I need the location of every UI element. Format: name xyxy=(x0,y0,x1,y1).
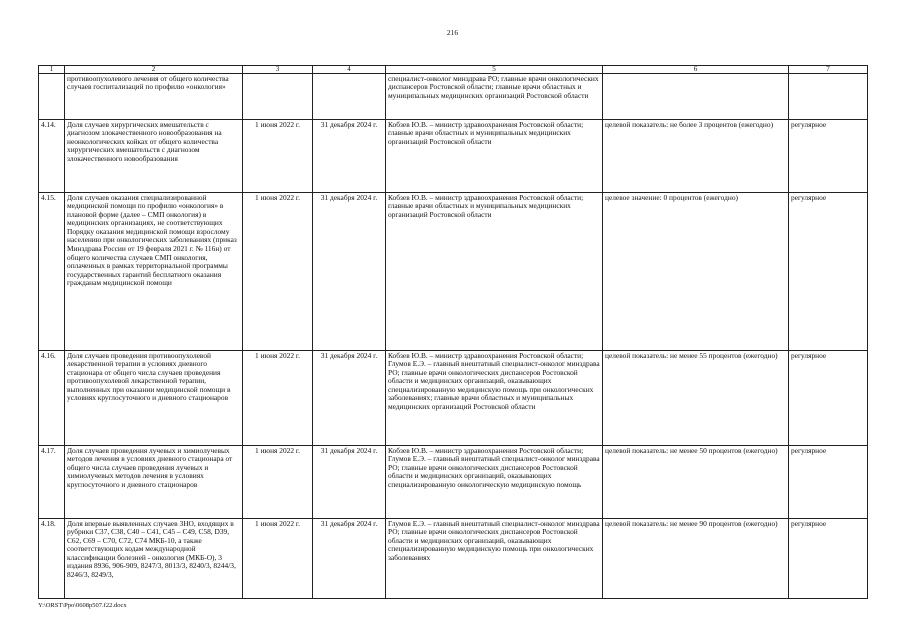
start-date: 1 июня 2022 г. xyxy=(243,120,313,193)
col-header: 3 xyxy=(243,66,313,74)
indicator: целевой показатель: не менее 90 процентов (ежегодно) xyxy=(603,519,789,599)
table-row xyxy=(39,446,868,519)
end-date: 31 декабря 2024 г. xyxy=(313,446,386,519)
indicator: целевое значение: 0 процентов (ежегодно) xyxy=(603,193,789,351)
indicator xyxy=(603,74,789,120)
plan-table xyxy=(38,65,868,599)
responsible: Кобзев Ю.В. – министр здравоохранения Ростовской области; главные врачи областных и муниципальных медицинских организаций Ростовской области xyxy=(386,193,603,351)
col-header: 7 xyxy=(789,66,868,74)
periodicity: регулярное xyxy=(789,120,868,193)
row-number: 4.16. xyxy=(39,351,65,446)
row-number: 4.15. xyxy=(39,193,65,351)
indicator: целевой показатель: не более 3 процентов (ежегодно) xyxy=(603,120,789,193)
periodicity: регулярное xyxy=(789,446,868,519)
indicator: целевой показатель: не менее 55 процентов (ежегодно) xyxy=(603,351,789,446)
page-number: 216 xyxy=(446,28,459,37)
periodicity xyxy=(789,74,868,120)
responsible: Кобзев Ю.В. – министр здравоохранения Ростовской области; Глумов Е.Э. – главный внештатный специалист-онколог минздрава РО; главные врачи онкологических диспансеров Ростовской области и медицинских организаций, оказывающих специализированную медицинскую помощь при онкологических заболеваниях; главные врачи областных и муниципальных медицинских организаций Ростовской области xyxy=(386,351,603,446)
col-header: 5 xyxy=(386,66,603,74)
start-date: 1 июня 2022 г. xyxy=(243,519,313,599)
start-date: 1 июня 2022 г. xyxy=(243,193,313,351)
col-header: 4 xyxy=(313,66,386,74)
end-date: 31 декабря 2024 г. xyxy=(313,519,386,599)
end-date: 31 декабря 2024 г. xyxy=(313,351,386,446)
col-header: 1 xyxy=(39,66,65,74)
periodicity: регулярное xyxy=(789,193,868,351)
row-number: 4.18. xyxy=(39,519,65,599)
table-row xyxy=(39,74,868,120)
table-row xyxy=(39,519,868,599)
end-date: 31 декабря 2024 г. xyxy=(313,193,386,351)
table-row xyxy=(39,120,868,193)
table-row xyxy=(39,351,868,446)
responsible: Кобзев Ю.В. – министр здравоохранения Ростовской области; главные врачи областных и муниципальных медицинских организаций Ростовской области xyxy=(386,120,603,193)
start-date: 1 июня 2022 г. xyxy=(243,351,313,446)
header-row xyxy=(39,66,868,74)
periodicity: регулярное xyxy=(789,351,868,446)
activity-name: Доля случаев проведения лучевых и химиолучевых методов лечения в условиях дневного стационара от общего числа случаев проведения лучевых и химиолучевых методов лечения в условиях круглосуточного и дневного стационаров xyxy=(65,446,243,519)
col-header: 2 xyxy=(65,66,243,74)
end-date xyxy=(313,74,386,120)
responsible: специалист-онколог минздрава РО; главные врачи онкологических диспансеров Ростовской области; главные врачи областных и муниципальных медицинских организаций Ростовской области xyxy=(386,74,603,120)
file-path-footer: Y:\ORST\Ppo\0608p507.f22.docx xyxy=(38,602,127,609)
responsible: Глумов Е.Э. – главный внештатный специалист-онколог минздрава РО; главные врачи онкологических диспансеров Ростовской области и медицинских организаций, оказывающих специализированную медицинскую помощь при онкологических заболеваниях xyxy=(386,519,603,599)
start-date xyxy=(243,74,313,120)
row-number xyxy=(39,74,65,120)
activity-name: Доля случаев оказания специализированной медицинской помощи по профилю «онкология» в плановой форме (далее – СМП онкология) в медицинских организациях, не соответствующих Порядку оказания медицинской помощи взрослому населению при онкологических заболеваниях (приказ Минздрава России от 19 февраля 2021 г. № 116н) от общего количества случаев СМП онкология, оплаченных в рамках территориальной программы государственных гарантий бесплатного оказания гражданам медицинской помощи xyxy=(65,193,243,351)
start-date: 1 июня 2022 г. xyxy=(243,446,313,519)
row-number: 4.14. xyxy=(39,120,65,193)
table-row xyxy=(39,193,868,351)
responsible: Кобзев Ю.В. – министр здравоохранения Ростовской области; Глумов Е.Э. – главный внештатный специалист-онколог минздрава РО; главные врачи онкологических диспансеров Ростовской области и медицинских организаций, оказывающих специализированную онкологическую медицинскую помощь xyxy=(386,446,603,519)
activity-name: противоопухолевого лечения от общего количества случаев госпитализаций по профилю «онкология» xyxy=(65,74,243,120)
activity-name: Доля случаев хирургических вмешательств с диагнозом злокачественного новообразования на неонкологических койках от общего количества хирургических вмешательств с диагнозом злокачественного новообразования xyxy=(65,120,243,193)
end-date: 31 декабря 2024 г. xyxy=(313,120,386,193)
periodicity: регулярное xyxy=(789,519,868,599)
activity-name: Доля случаев проведения противоопухолевой лекарственной терапии в условиях дневного стационара от общего числа случаев проведения противоопухолевой лекарственной терапии, выполненных при оказании медицинской помощи в условиях круглосуточного и дневного стационаров xyxy=(65,351,243,446)
row-number: 4.17. xyxy=(39,446,65,519)
col-header: 6 xyxy=(603,66,789,74)
indicator: целевой показатель: не менее 50 процентов (ежегодно) xyxy=(603,446,789,519)
activity-name: Доля впервые выявленных случаев ЗНО, входящих в рубрики С37, С38, С40 – С41, С45 – С49, С58, D39, С62, С69 – С70, С72, С74 МКБ-10, а также соответствующих кодам международной классификации болезней - онкология (МКБ-О), 3 издания 8936, 906-909, 8247/3, 8013/3, 8240/3, 8244/3, 8246/3, 8249/3, xyxy=(65,519,243,599)
